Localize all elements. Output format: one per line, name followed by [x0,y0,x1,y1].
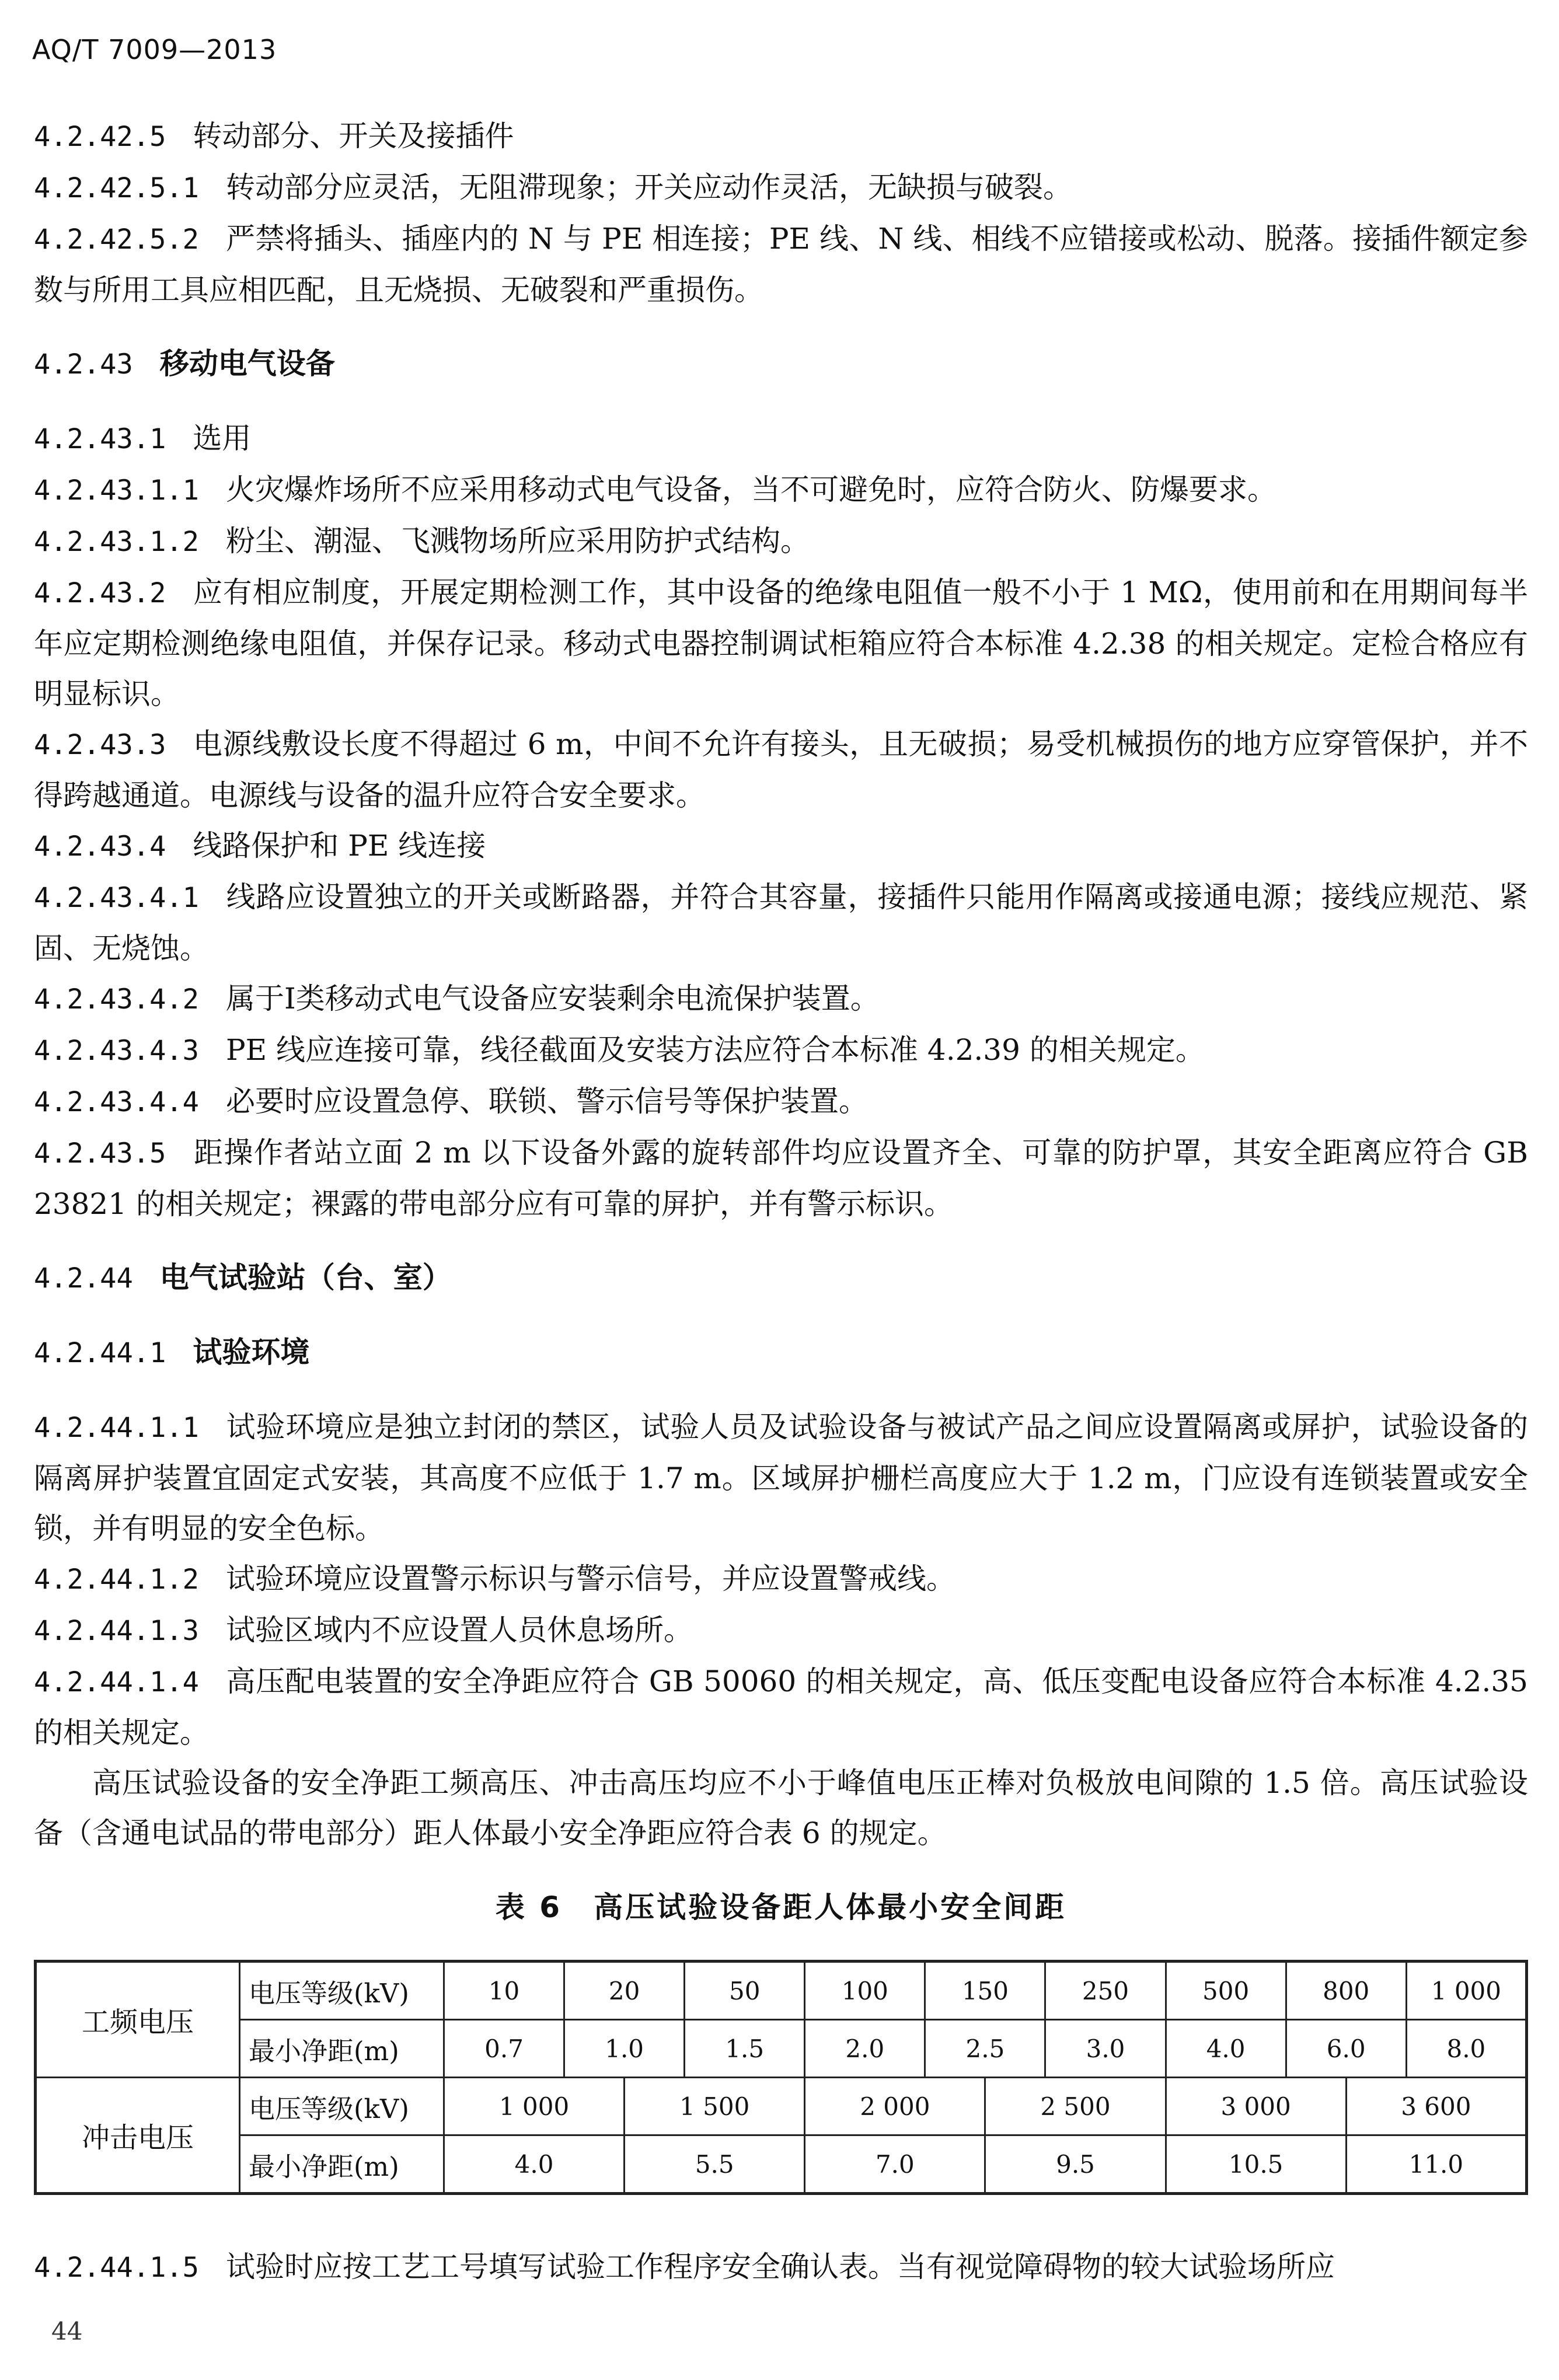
table-cell: 10.5 [1166,2135,1346,2194]
table-cell: 800 [1286,1962,1406,2020]
clause-number: 4.2.44.1.3 [34,1615,199,1647]
min-distance-label: 最小净距(m) [240,2135,444,2194]
clause-4-2-44-1-3 [34,1605,1528,1656]
clause-text: 火灾爆炸场所不应采用移动式电气设备，当不可避免时，应符合防火、防爆要求。 [225,473,1277,507]
clause-text: 距操作者站立面 2 m 以下设备外露的旋转部件均应设置齐全、可靠的防护罩，其安全距离应符合 GB 23821 的相关规定；裸露的带电部分应有可靠的屏护，并有警示标识。 [34,1136,1528,1221]
table-cell: 1.5 [685,2020,805,2078]
clause-text: 试验环境应是独立封闭的禁区，试验人员及试验设备与被试产品之间应设置隔离或屏护，试验设备的隔离屏护装置宜固定式安装，其高度不应低于 1.7 m。区域屏护栅栏高度应大于 1.2 m，门应设有连锁装置或安全锁，并有明显的安全色标。 [34,1410,1528,1545]
clause-4-2-42-5 [34,111,1528,162]
table-cell: 1.0 [564,2020,685,2078]
table-cell: 3.0 [1045,2020,1166,2078]
clause-4-2-43-4-3 [34,1025,1528,1076]
clause-4-2-42-5-1 [34,162,1528,214]
clause-number: 4.2.42.5.1 [34,172,199,204]
table-cell: 2.5 [925,2020,1045,2078]
clause-4-2-43-4-1 [34,872,1528,973]
clause-number: 4.2.42.5 [34,121,166,153]
document-body [34,111,1528,2293]
clause-text: 试验区域内不应设置人员休息场所。 [225,1613,693,1647]
clause-4-2-43-1-2 [34,516,1528,567]
clause-4-2-42-5-2 [34,214,1528,315]
table-cell: 8.0 [1406,2020,1526,2078]
clause-text: 选用 [193,421,252,455]
clause-text: 应有相应制度，开展定期检测工作，其中设备的绝缘电阻值一般不小于 1 MΩ，使用前和在用期间每半年应定期检测绝缘电阻值，并保存记录。移动式电器控制调试柜箱应符合本标准 4.2.38 的相关规定。定检合格应有明显标识。 [34,575,1528,711]
voltage-level-label: 电压等级(kV) [240,2078,444,2135]
clause-4-2-43-2 [34,567,1528,719]
table-cell: 250 [1045,1962,1166,2020]
safety-distance-table [34,1960,1528,2195]
clause-4-2-44-1-2 [34,1554,1528,1605]
section-4-2-44-1 [34,1327,1528,1379]
clause-number: 4.2.43.4.1 [34,882,199,914]
clause-number: 4.2.44.1.4 [34,1666,199,1698]
clause-text: 转动部分、开关及接插件 [193,119,514,153]
table-cell: 5.5 [625,2135,805,2194]
clause-number: 4.2.43.4.2 [34,983,199,1015]
table-cell: 3 600 [1346,2078,1526,2135]
page-number: 44 [51,2317,83,2346]
table-cell: 50 [685,1962,805,2020]
table-cell: 2.0 [805,2020,925,2078]
clause-number: 4.2.43.4.4 [34,1086,199,1118]
clause-number: 4.2.43.4 [34,830,166,863]
clause-4-2-43-4-4 [34,1076,1528,1128]
table-cell: 150 [925,1962,1045,2020]
table-row [36,2135,1527,2194]
table-cell: 20 [564,1962,685,2020]
clause-text: 试验环境应设置警示标识与警示信号，并应设置警戒线。 [225,1562,955,1596]
voltage-level-label: 电压等级(kV) [240,1962,444,2020]
clause-number: 4.2.43.1.2 [34,526,199,558]
clause-number: 4.2.43.2 [34,577,166,609]
table-cell: 0.7 [444,2020,564,2078]
section-title: 试验环境 [193,1335,310,1369]
clause-text: 必要时应设置急停、联锁、警示信号等保护装置。 [225,1084,868,1118]
table-cell: 6.0 [1286,2020,1406,2078]
clause-4-2-43-4 [34,821,1528,872]
table-cell: 1 000 [444,2078,625,2135]
clause-number: 4.2.43.3 [34,729,166,761]
min-distance-label: 最小净距(m) [240,2020,444,2078]
power-frequency-label: 工频电压 [36,1962,240,2078]
section-number: 4.2.44 [34,1262,133,1294]
table-row [36,2020,1527,2078]
clause-number: 4.2.43.4.3 [34,1035,199,1067]
section-number: 4.2.44.1 [34,1337,166,1369]
table-row [36,1962,1527,2020]
table-cell: 3 000 [1166,2078,1346,2135]
clause-4-2-44-1-5 [34,2242,1528,2293]
clause-text: PE 线应连接可靠，线径截面及安装方法应符合本标准 4.2.39 的相关规定。 [225,1033,1205,1067]
clause-text: 属于Ⅰ类移动式电气设备应安装剩余电流保护装置。 [225,982,880,1015]
clause-number: 4.2.43.1.1 [34,474,199,507]
table-row [36,2078,1527,2135]
body-paragraph [34,1758,1528,1858]
table-cell: 4.0 [1166,2020,1286,2078]
clause-number: 4.2.42.5.2 [34,224,199,256]
clause-text: 线路保护和 PE 线连接 [193,829,486,863]
clause-number: 4.2.44.1.2 [34,1564,199,1596]
section-number: 4.2.43 [34,348,133,381]
clause-number: 4.2.44.1.1 [34,1412,199,1444]
clause-4-2-43-1-1 [34,465,1528,516]
table-cell: 2 000 [805,2078,985,2135]
clause-4-2-44-1-4 [34,1656,1528,1758]
clause-text: 严禁将插头、插座内的 N 与 PE 相连接；PE 线、N 线、相线不应错接或松动、脱落。接插件额定参数与所用工具应相匹配，且无烧损、无破裂和严重损伤。 [34,222,1528,307]
table-cell: 9.5 [985,2135,1166,2194]
table-cell: 4.0 [444,2135,625,2194]
clause-text: 高压配电装置的安全净距应符合 GB 50060 的相关规定，高、低压变配电设备应符合本标准 4.2.35 的相关规定。 [34,1664,1528,1750]
table-cell: 10 [444,1962,564,2020]
clause-text: 线路应设置独立的开关或断路器，并符合其容量，接插件只能用作隔离或接通电源；接线应规范、紧固、无烧蚀。 [34,880,1528,965]
clause-text: 粉尘、潮湿、飞溅物场所应采用防护式结构。 [225,524,810,558]
clause-4-2-43-5 [34,1128,1528,1229]
table-cell: 100 [805,1962,925,2020]
table-title: 表 6 高压试验设备距人体最小安全间距 [495,1890,1067,1924]
clause-text: 转动部分应灵活，无阻滞现象；开关应动作灵活，无缺损与破裂。 [225,170,1072,204]
clause-text: 电源线敷设长度不得超过 6 m，中间不允许有接头，且无破损；易受机械损伤的地方应穿管保护，并不得跨越通道。电源线与设备的温升应符合安全要求。 [34,727,1528,812]
clause-4-2-43-3 [34,719,1528,821]
clause-number: 4.2.44.1.5 [34,2252,199,2284]
clause-4-2-43-4-2 [34,973,1528,1025]
clause-text: 试验时应按工艺工号填写试验工作程序安全确认表。当有视觉障碍物的较大试验场所应 [225,2250,1335,2284]
document-code-header: AQ/T 7009—2013 [32,34,277,65]
table-cell: 11.0 [1346,2135,1526,2194]
section-title: 电气试验站（台、室） [159,1261,452,1294]
table-cell: 1 500 [625,2078,805,2135]
section-title: 移动电气设备 [159,347,335,381]
section-4-2-44 [34,1252,1528,1304]
impulse-voltage-label: 冲击电压 [36,2078,240,2194]
table-cell: 2 500 [985,2078,1166,2135]
section-4-2-43 [34,338,1528,390]
table-cell: 7.0 [805,2135,985,2194]
paragraph-text: 高压试验设备的安全净距工频高压、冲击高压均应不小于峰值电压正棒对负极放电间隙的 1.5 倍。高压试验设备（含通电试品的带电部分）距人体最小安全净距应符合表 6 的规定。 [34,1766,1528,1850]
clause-number: 4.2.43.1 [34,423,166,455]
clause-number: 4.2.43.5 [34,1137,166,1170]
clause-4-2-43-1 [34,413,1528,465]
clause-4-2-44-1-1 [34,1402,1528,1554]
table-cell: 500 [1166,1962,1286,2020]
table-cell: 1 000 [1406,1962,1526,2020]
